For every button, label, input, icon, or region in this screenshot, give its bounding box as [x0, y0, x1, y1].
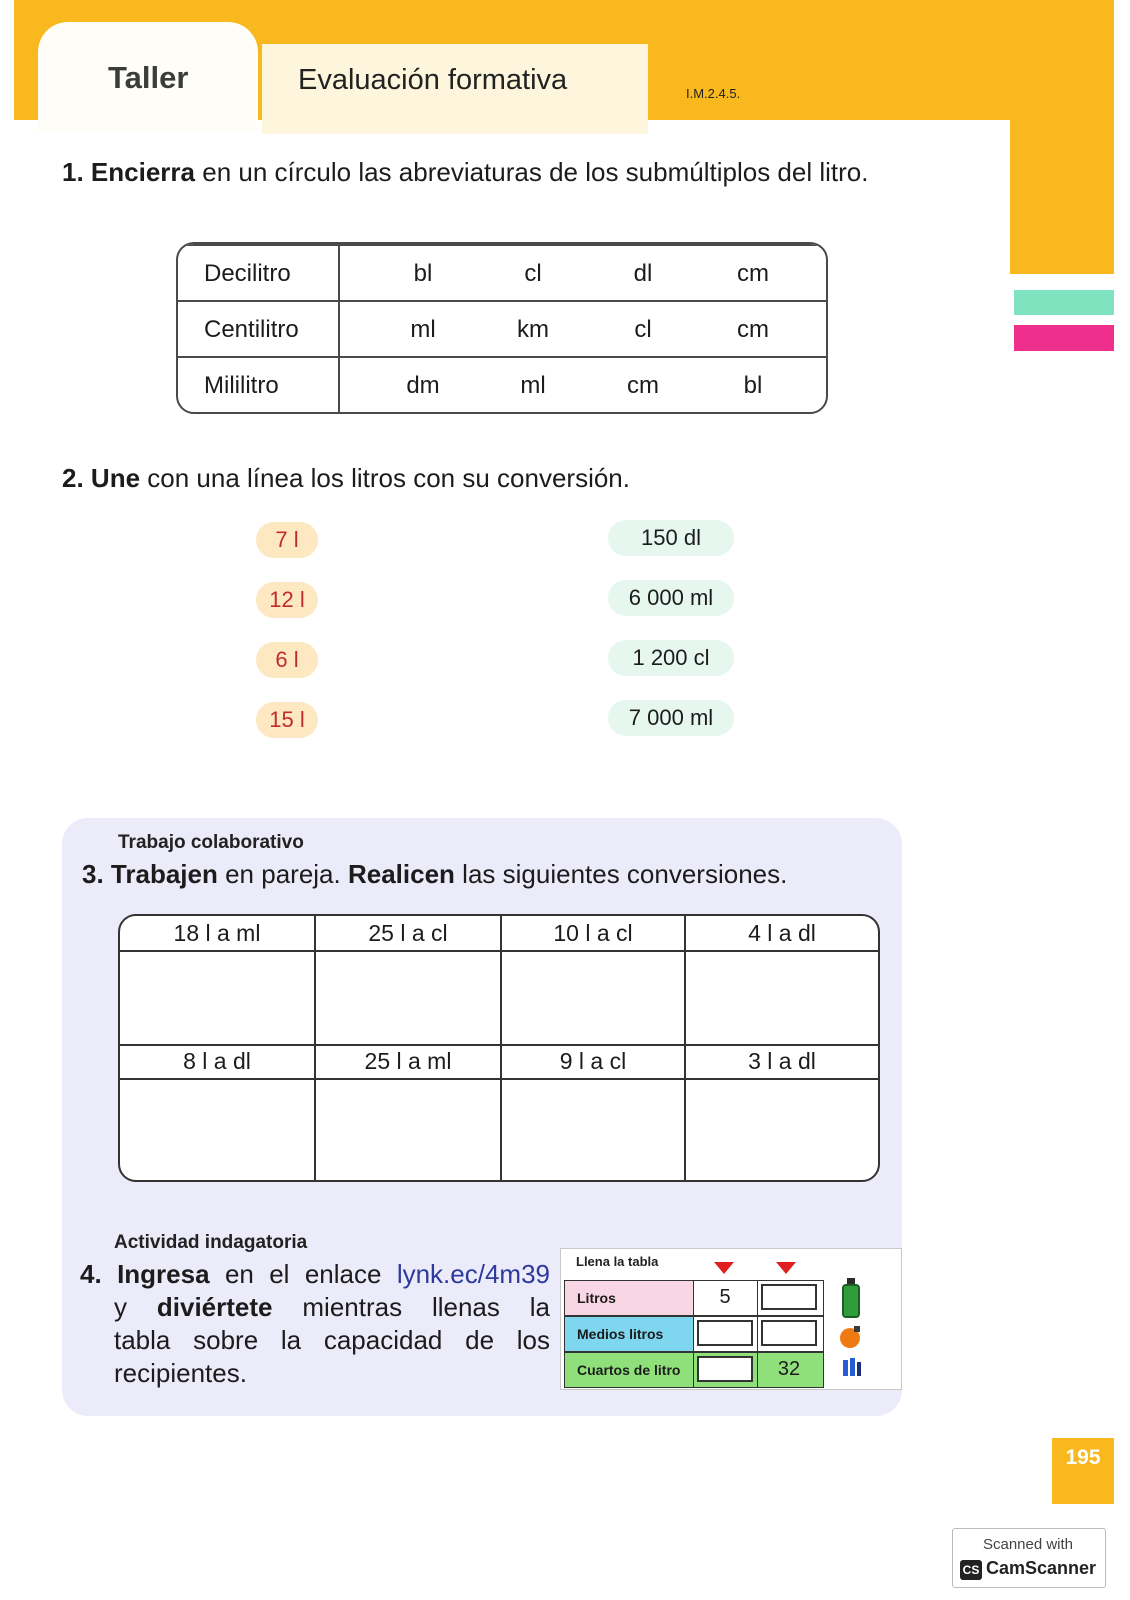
row-label: Litros [565, 1281, 693, 1315]
value-box[interactable] [697, 1356, 753, 1382]
fill-table-row [564, 1316, 824, 1352]
answer-cell[interactable] [502, 952, 684, 1044]
answer-cell[interactable] [120, 1080, 314, 1180]
option[interactable]: cm [737, 260, 769, 287]
option[interactable]: bl [413, 260, 433, 287]
option[interactable]: bl [743, 372, 763, 399]
row-label: Cuartos de litro [565, 1353, 693, 1387]
liters-item[interactable]: 6 l [256, 642, 318, 678]
question-4: 4. Ingresa en el enlace lynk.ec/4m39 y diviértete mientras llenas la tabla sobre la capacidad de los recipientes. [80, 1259, 551, 1388]
down-arrow-icon [776, 1262, 796, 1274]
conversion-prompt: 18 l a ml [173, 920, 261, 946]
curriculum-code: I.M.2.4.5. [686, 86, 741, 101]
section-label: Trabajo colaborativo [118, 832, 304, 853]
table-row [178, 356, 826, 414]
conversion-prompt: 25 l a cl [368, 920, 448, 946]
camscanner-logo-icon: CS [960, 1560, 982, 1580]
table-row [178, 300, 826, 358]
teal-stripe [1014, 290, 1114, 315]
answer-cell[interactable] [686, 952, 878, 1044]
question-3: 3. Trabajen en pareja. Realicen las siguientes conversiones. [82, 859, 788, 889]
orange-jug-icon [838, 1324, 864, 1350]
scanner-brand: CamScanner [986, 1558, 1097, 1578]
table-divider [693, 1281, 694, 1315]
conversion-prompt: 8 l a dl [183, 1048, 251, 1074]
value-box[interactable] [761, 1284, 817, 1310]
fill-table-row [564, 1280, 824, 1316]
table-row [178, 244, 826, 302]
row-label: Decilitro [204, 260, 291, 287]
value-box[interactable]: 32 [777, 1358, 801, 1380]
tab-evaluacion-label: Evaluación formativa [298, 64, 568, 96]
table-divider [693, 1317, 694, 1351]
row-label: Medios litros [565, 1317, 693, 1351]
conversion-prompt: 10 l a cl [553, 920, 633, 946]
option[interactable]: cl [524, 260, 542, 287]
value-box[interactable] [761, 1320, 817, 1346]
liters-item[interactable]: 12 l [256, 582, 318, 618]
option[interactable]: cm [627, 372, 659, 399]
scanner-text: Scanned with [982, 1536, 1074, 1553]
section-label: Actividad indagatoria [114, 1232, 308, 1253]
table-divider [693, 1353, 694, 1387]
value-box[interactable] [697, 1320, 753, 1346]
bottle-icon [840, 1278, 862, 1318]
question-1: 1. Encierra en un círculo las abreviaturas de los submúltiplos del litro. [62, 157, 869, 187]
fill-table-row [564, 1352, 824, 1388]
conversion-prompt: 4 l a dl [748, 920, 816, 946]
option[interactable]: dm [406, 372, 440, 399]
fill-table-title: Llena la tabla [576, 1254, 659, 1269]
conversion-item[interactable]: 6 000 ml [608, 580, 734, 616]
small-bottles-icon [842, 1356, 862, 1378]
option[interactable]: cl [634, 316, 652, 343]
option[interactable]: cm [737, 316, 769, 343]
table-divider [757, 1353, 758, 1387]
abbreviation-table [176, 242, 828, 414]
row-label: Mililitro [204, 372, 279, 399]
pink-stripe [1014, 325, 1114, 351]
conversion-item[interactable]: 150 dl [608, 520, 734, 556]
conversion-table [118, 914, 880, 1182]
down-arrow-icon [714, 1262, 734, 1274]
answer-cell[interactable] [120, 952, 314, 1044]
conversion-prompt: 3 l a dl [748, 1048, 816, 1074]
liters-item[interactable]: 15 l [256, 702, 318, 738]
table-divider [757, 1281, 758, 1315]
answer-cell[interactable] [316, 952, 500, 1044]
option[interactable]: ml [520, 372, 546, 399]
liters-item[interactable]: 7 l [256, 522, 318, 558]
tab-taller-label: Taller [108, 60, 189, 95]
side-band [1010, 128, 1114, 274]
option[interactable]: ml [410, 316, 436, 343]
option[interactable]: dl [633, 260, 653, 287]
conversion-prompt: 9 l a cl [559, 1048, 627, 1074]
question-2: 2. Une con una línea los litros con su conversión. [62, 463, 630, 493]
page-number: 195 [1065, 1446, 1101, 1469]
row-label: Centilitro [204, 316, 299, 343]
answer-cell[interactable] [686, 1080, 878, 1180]
answer-cell[interactable] [502, 1080, 684, 1180]
conversion-item[interactable]: 1 200 cl [608, 640, 734, 676]
answer-cell[interactable] [316, 1080, 500, 1180]
activity-link[interactable]: lynk.ec/4m39 [396, 1259, 550, 1289]
table-divider [757, 1317, 758, 1351]
option[interactable]: km [517, 316, 549, 343]
conversion-prompt: 25 l a ml [364, 1048, 452, 1074]
value-box[interactable]: 5 [697, 1284, 753, 1310]
conversion-item[interactable]: 7 000 ml [608, 700, 734, 736]
